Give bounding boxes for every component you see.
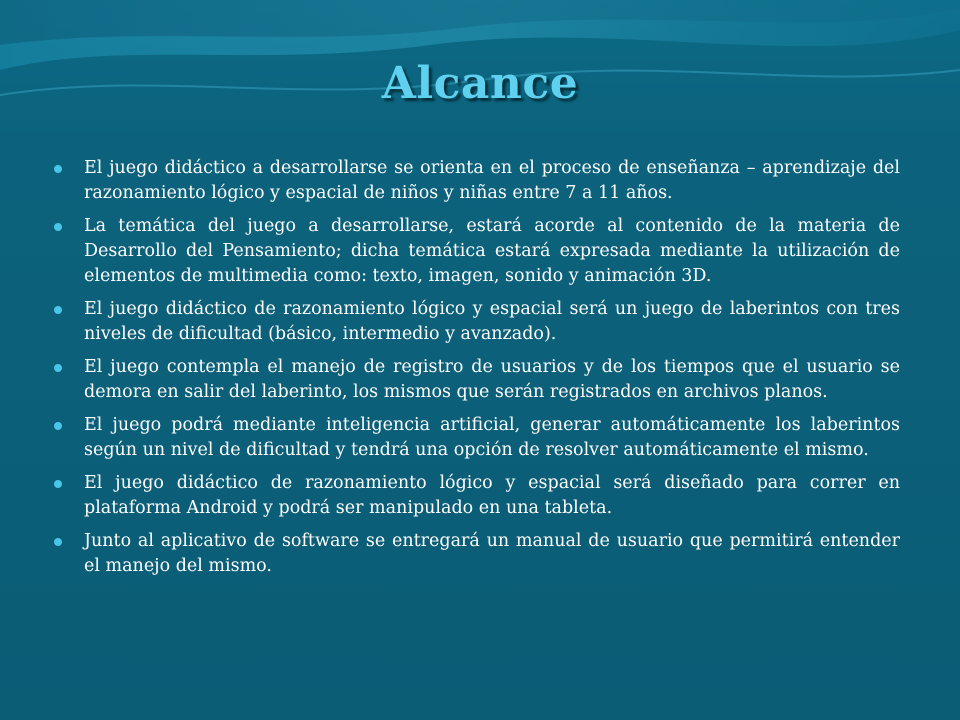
bullet-icon [54, 306, 62, 314]
bullet-text: El juego didáctico a desarrollarse se orienta en el proceso de enseñanza – aprendizaje del razonamiento lógico y espacial de niños y niñas entre 7 a 11 años. [84, 158, 900, 203]
bullet-text: La temática del juego a desarrollarse, estará acorde al contenido de la materia de Desarrollo del Pensamiento; dicha temática estará expresada mediante la utilización de elementos de multimedia como: texto, imagen, sonido y animación 3D. [84, 216, 900, 286]
bullet-icon [54, 364, 62, 372]
bullet-icon [54, 480, 62, 488]
bullet-text: El juego didáctico de razonamiento lógico y espacial será diseñado para correr en plataforma Android y podrá ser manipulado en una tableta. [84, 473, 900, 518]
bullet-icon [54, 223, 62, 231]
bullet-item [52, 471, 900, 521]
bullet-icon [54, 422, 62, 430]
bullet-text: El juego podrá mediante inteligencia artificial, generar automáticamente los laberintos según un nivel de dificultad y tendrá una opción de resolver automáticamente el mismo. [84, 415, 900, 460]
bullet-item [52, 214, 900, 289]
bullet-icon [54, 165, 62, 173]
bullet-item [52, 156, 900, 206]
bullet-text: El juego didáctico de razonamiento lógico y espacial será un juego de laberintos con tres niveles de dificultad (básico, intermedio y avanzado). [84, 299, 900, 344]
bullet-text: Junto al aplicativo de software se entregará un manual de usuario que permitirá entender el manejo del mismo. [84, 531, 900, 576]
bullet-item [52, 297, 900, 347]
bullet-item [52, 413, 900, 463]
bullet-item [52, 355, 900, 405]
slide-title: Alcance [381, 58, 579, 109]
bullet-icon [54, 538, 62, 546]
bullet-item [52, 529, 900, 579]
bullet-list [52, 156, 900, 587]
bullet-text: El juego contempla el manejo de registro de usuarios y de los tiempos que el usuario se demora en salir del laberinto, los mismos que serán registrados en archivos planos. [84, 357, 900, 402]
